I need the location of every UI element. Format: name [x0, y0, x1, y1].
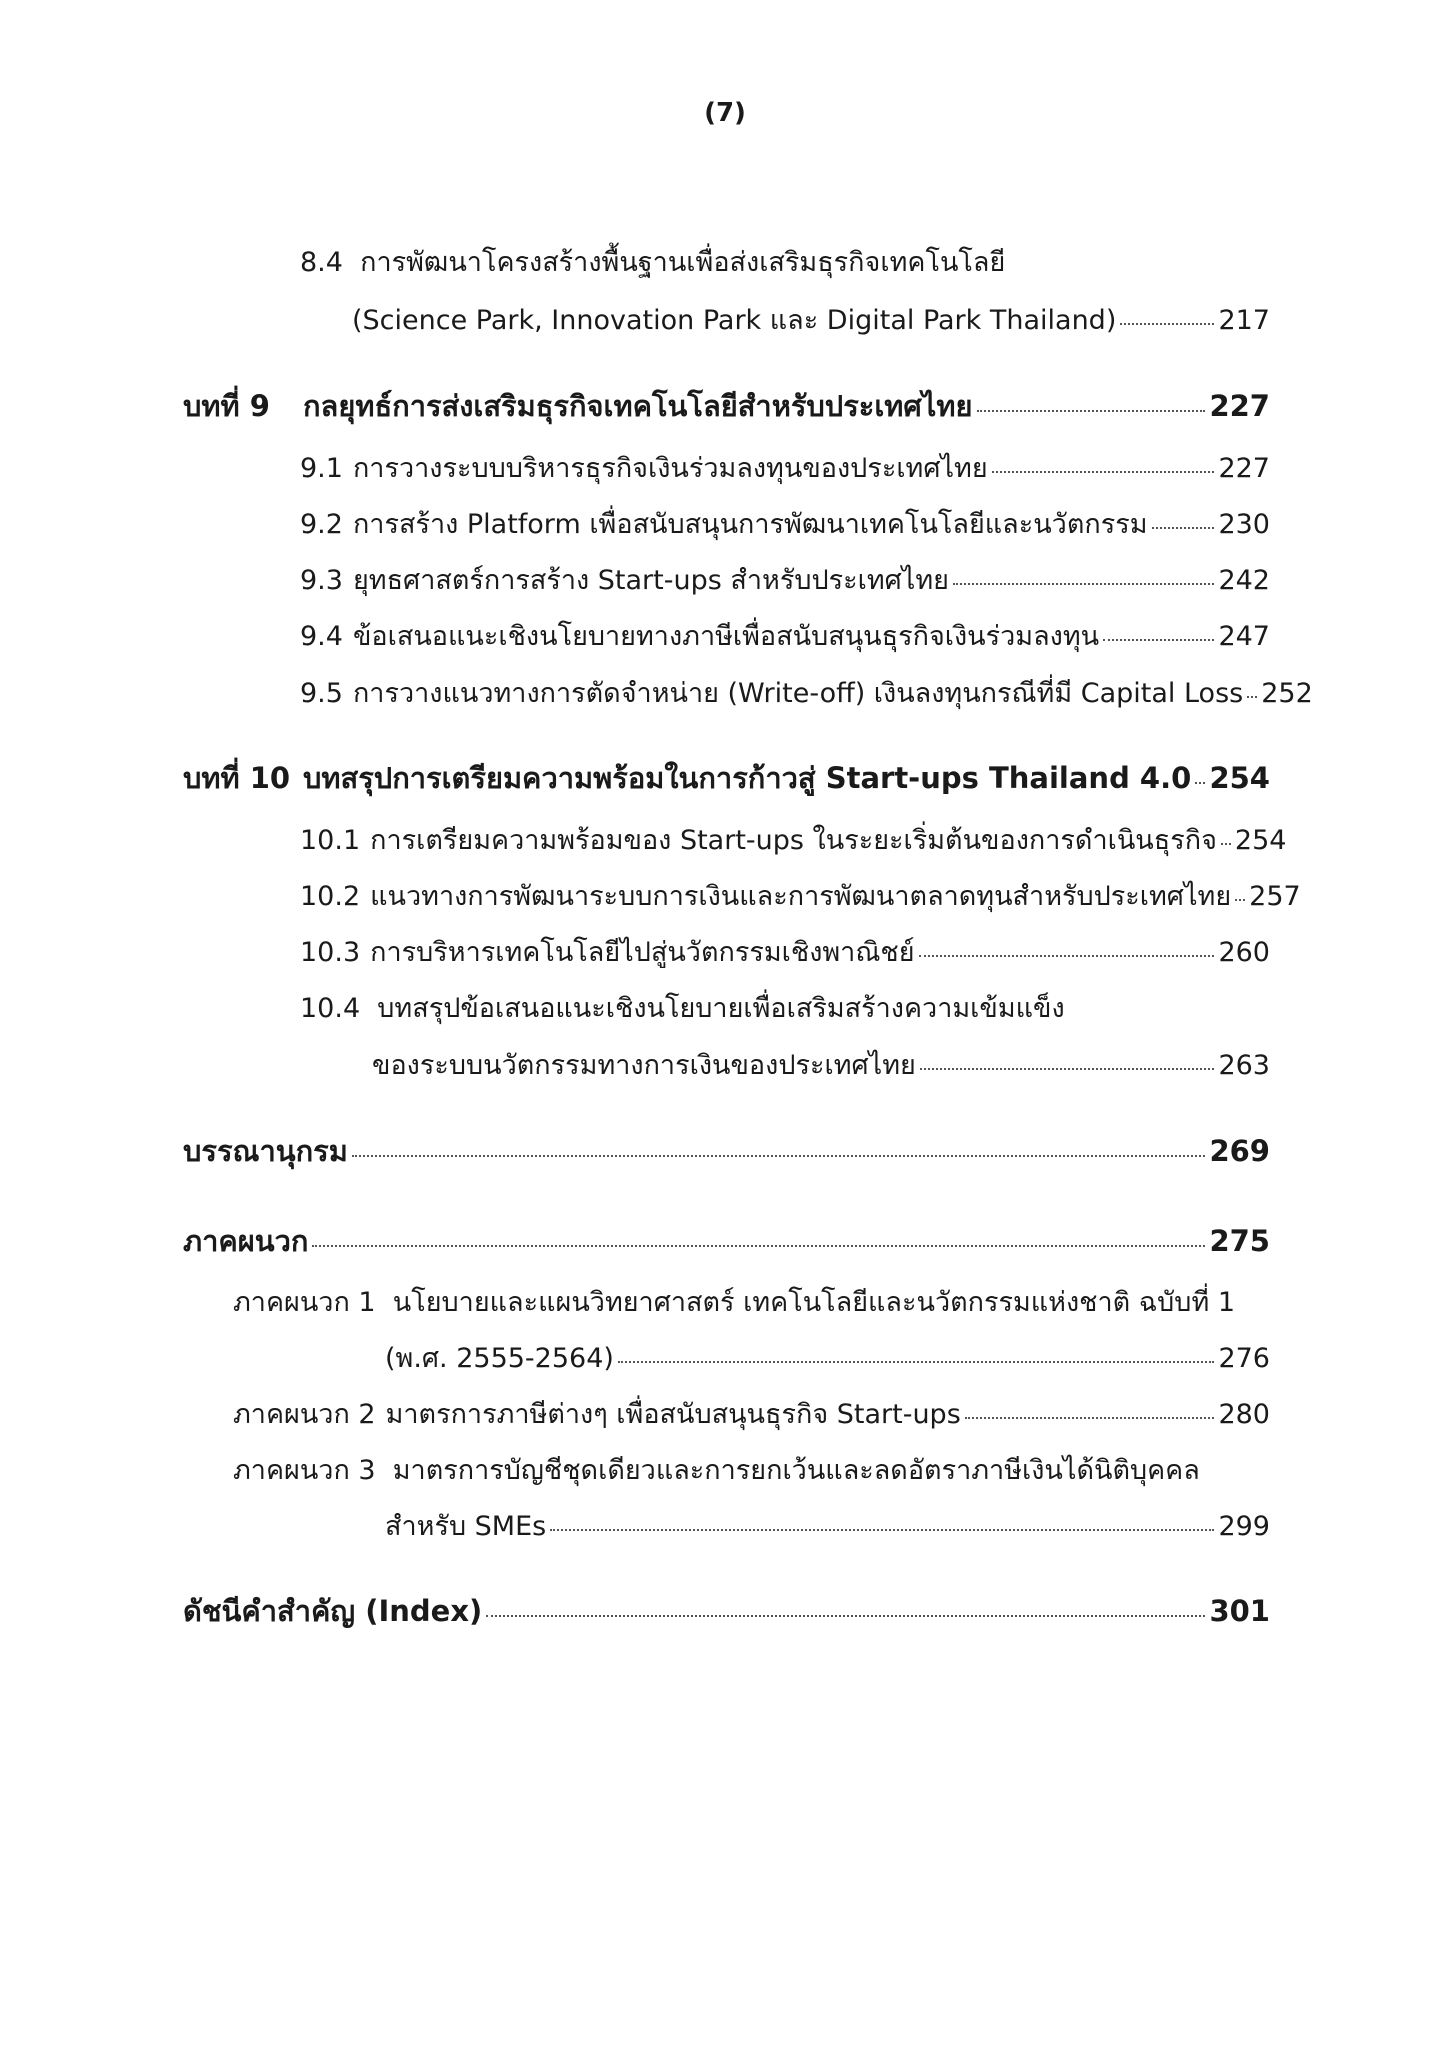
page-ref: 254	[1209, 761, 1270, 795]
page-ref: 257	[1249, 881, 1301, 912]
toc-entry-9-2[interactable]	[300, 502, 1270, 545]
toc-bibliography[interactable]	[183, 1128, 1270, 1174]
toc-entry-8-4-cont[interactable]	[352, 298, 1270, 341]
appendix-item-title-cont: (พ.ศ. 2555-2564)	[385, 1343, 614, 1374]
leader-dots	[618, 1361, 1215, 1363]
section-number: 8.4	[300, 247, 343, 278]
leader-dots	[1235, 899, 1245, 901]
leader-dots	[486, 1615, 1205, 1617]
section-title: การสร้าง Platform เพื่อสนับสนุนการพัฒนาเทคโนโลยีและนวัตกรรม	[352, 509, 1148, 540]
page-ref: 227	[1209, 389, 1270, 423]
appendix-number: ภาคผนวก 1	[233, 1287, 376, 1318]
toc-appendix[interactable]	[183, 1218, 1270, 1264]
page-ref: 276	[1218, 1343, 1270, 1374]
section-title: การเตรียมความพร้อมของ Start-ups ในระยะเริ่มต้นของการดำเนินธุรกิจ	[370, 825, 1217, 856]
section-title: แนวทางการพัฒนาระบบการเงินและการพัฒนาตลาดทุนสำหรับประเทศไทย	[370, 881, 1232, 912]
leader-dots	[977, 410, 1206, 412]
section-title: การพัฒนาโครงสร้างพื้นฐานเพื่อส่งเสริมธุรกิจเทคโนโลยี	[360, 247, 1006, 278]
leader-dots	[919, 955, 1215, 957]
appendix-item-title: นโยบายและแผนวิทยาศาสตร์ เทคโนโลยีและนวัตกรรมแห่งชาติ ฉบับที่ 1	[392, 1287, 1235, 1318]
section-title: การวางแนวทางการตัดจำหน่าย (Write-off) เงินลงทุนกรณีที่มี Capital Loss	[352, 678, 1244, 709]
leader-dots	[992, 471, 1215, 473]
toc-appendix-2[interactable]	[233, 1392, 1270, 1435]
chapter-number: บทที่ 10	[183, 761, 291, 795]
appendix-number: ภาคผนวก 2	[233, 1399, 376, 1430]
toc-entry-10-4	[300, 986, 1065, 1029]
page-ref: 275	[1209, 1224, 1270, 1258]
page-ref: 230	[1218, 509, 1270, 540]
section-title: บทสรุปข้อเสนอแนะเชิงนโยบายเพื่อเสริมสร้างความเข้มแข็ง	[377, 993, 1065, 1024]
leader-dots	[550, 1529, 1214, 1531]
toc-chapter-9[interactable]	[183, 383, 1270, 429]
toc-entry-10-4-cont[interactable]	[372, 1043, 1270, 1086]
index-title: ดัชนีคำสำคัญ (Index)	[183, 1594, 483, 1628]
leader-dots	[1120, 323, 1214, 325]
leader-dots	[920, 1068, 1215, 1070]
section-number: 9.4	[300, 621, 343, 652]
toc-index[interactable]	[183, 1588, 1270, 1634]
section-number: 10.1	[300, 825, 361, 856]
page-ref: 217	[1218, 305, 1270, 336]
section-title-cont: ของระบบนวัตกรรมทางการเงินของประเทศไทย	[372, 1050, 916, 1081]
section-number: 10.2	[300, 881, 361, 912]
section-number: 9.2	[300, 509, 343, 540]
page-ref: 263	[1218, 1050, 1270, 1081]
section-title: การบริหารเทคโนโลยีไปสู่นวัตกรรมเชิงพาณิชย์	[370, 937, 915, 968]
section-number: 9.1	[300, 453, 343, 484]
chapter-title: กลยุทธ์การส่งเสริมธุรกิจเทคโนโลยีสำหรับประเทศไทย	[303, 389, 973, 423]
leader-dots	[953, 583, 1214, 585]
toc-entry-9-5[interactable]	[300, 671, 1313, 714]
page-ref: 227	[1218, 453, 1270, 484]
page-ref: 247	[1218, 621, 1270, 652]
bibliography-title: บรรณานุกรม	[183, 1134, 348, 1168]
leader-dots	[1247, 696, 1257, 698]
toc-entry-9-4[interactable]	[300, 614, 1270, 657]
appendix-item-title: มาตรการบัญชีชุดเดียวและการยกเว้นและลดอัตราภาษีเงินได้นิติบุคคล	[392, 1455, 1200, 1486]
page-number: (7)	[704, 98, 746, 128]
toc-entry-10-3[interactable]	[300, 930, 1270, 973]
appendix-item-title: มาตรการภาษีต่างๆ เพื่อสนับสนุนธุรกิจ Start-ups	[385, 1399, 961, 1430]
appendix-title: ภาคผนวก	[183, 1224, 309, 1258]
leader-dots	[312, 1245, 1205, 1247]
page-ref: 269	[1209, 1134, 1270, 1168]
section-title: ข้อเสนอแนะเชิงนโยบายทางภาษีเพื่อสนับสนุนธุรกิจเงินร่วมลงทุน	[352, 621, 1100, 652]
page-ref: 254	[1234, 825, 1287, 856]
toc-entry-9-1[interactable]	[300, 446, 1270, 489]
section-number: 10.4	[300, 993, 361, 1024]
toc-appendix-3	[233, 1448, 1200, 1491]
leader-dots	[1221, 843, 1231, 845]
section-number: 9.3	[300, 565, 343, 596]
toc-appendix-3-cont[interactable]	[385, 1504, 1270, 1547]
page-ref: 260	[1218, 937, 1270, 968]
toc-entry-9-3[interactable]	[300, 558, 1270, 601]
toc-entry-10-2[interactable]	[300, 874, 1301, 917]
toc-appendix-1	[233, 1280, 1235, 1323]
section-number: 10.3	[300, 937, 361, 968]
page-ref: 299	[1218, 1511, 1270, 1542]
page-ref: 301	[1209, 1594, 1270, 1628]
chapter-number: บทที่ 9	[183, 389, 270, 423]
section-number: 9.5	[300, 678, 343, 709]
leader-dots	[1103, 639, 1214, 641]
page-ref: 242	[1218, 565, 1270, 596]
leader-dots	[1152, 527, 1215, 529]
appendix-number: ภาคผนวก 3	[233, 1455, 376, 1486]
leader-dots	[965, 1417, 1215, 1419]
toc-appendix-1-cont[interactable]	[385, 1336, 1270, 1379]
section-title: การวางระบบบริหารธุรกิจเงินร่วมลงทุนของประเทศไทย	[352, 453, 988, 484]
page-ref: 252	[1261, 678, 1313, 709]
leader-dots	[1195, 782, 1205, 784]
page-ref: 280	[1218, 1399, 1270, 1430]
chapter-title: บทสรุปการเตรียมความพร้อมในการก้าวสู่ Start-ups Thailand 4.0	[303, 761, 1192, 795]
toc-entry-8-4	[300, 240, 1005, 283]
section-title: ยุทธศาสตร์การสร้าง Start-ups สำหรับประเทศไทย	[352, 565, 949, 596]
toc-chapter-10[interactable]	[183, 755, 1270, 801]
toc-entry-10-1[interactable]	[300, 818, 1287, 861]
leader-dots	[352, 1155, 1206, 1157]
appendix-item-title-cont: สำหรับ SMEs	[385, 1511, 547, 1542]
section-title-cont: (Science Park, Innovation Park และ Digital Park Thailand)	[352, 305, 1117, 336]
